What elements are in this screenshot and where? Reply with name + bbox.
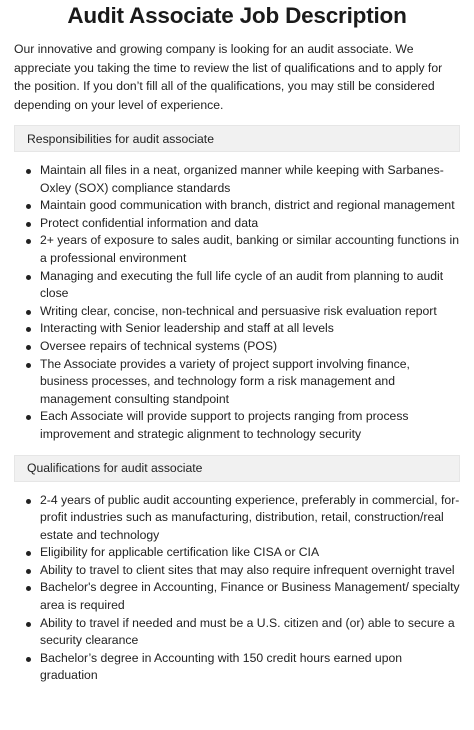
list-item: Writing clear, concise, non-technical and persuasive risk evaluation report (14, 303, 460, 321)
qualifications-list (14, 492, 460, 686)
list-item: The Associate provides a variety of project support involving finance, business processes, and technology form a risk management and management consulting standpoint (14, 356, 460, 409)
intro-paragraph: Our innovative and growing company is looking for an audit associate. We appreciate you taking the time to review the list of qualifications and to apply for the position. If you don’t fill all of the qualifications, you may still be considered depending on your level of experience. (14, 42, 443, 112)
list-item: Each Associate will provide support to projects ranging from process improvement and strategic alignment to technology security (14, 408, 460, 443)
list-item: Eligibility for applicable certification like CISA or CIA (14, 544, 460, 562)
list-item: Managing and executing the full life cycle of an audit from planning to audit close (14, 268, 460, 303)
list-item: 2-4 years of public audit accounting experience, preferably in commercial, for-profit industries such as manufacturing, distribution, retail, construction/real estate and technology (14, 492, 460, 545)
list-item: Ability to travel if needed and must be a U.S. citizen and (or) able to secure a security clearance (14, 615, 460, 650)
list-item: Oversee repairs of technical systems (POS) (14, 338, 460, 356)
list-item: Maintain all files in a neat, organized manner while keeping with Sarbanes-Oxley (SOX) compliance standards (14, 162, 460, 197)
list-item: Ability to travel to client sites that may also require infrequent overnight travel (14, 562, 460, 580)
responsibilities-list (14, 162, 460, 444)
qualifications-heading: Qualifications for audit associate (14, 455, 460, 482)
responsibilities-heading: Responsibilities for audit associate (14, 125, 460, 152)
list-item: 2+ years of exposure to sales audit, banking or similar accounting functions in a professional environment (14, 232, 460, 267)
list-item: Interacting with Senior leadership and staff at all levels (14, 320, 460, 338)
list-item: Bachelor’s degree in Accounting with 150 credit hours earned upon graduation (14, 650, 460, 685)
list-item: Protect confidential information and data (14, 215, 460, 233)
list-item: Maintain good communication with branch, district and regional management (14, 197, 460, 215)
list-item: Bachelor's degree in Accounting, Finance or Business Management/ specialty area is required (14, 579, 460, 614)
page-title: Audit Associate Job Description (67, 3, 407, 28)
